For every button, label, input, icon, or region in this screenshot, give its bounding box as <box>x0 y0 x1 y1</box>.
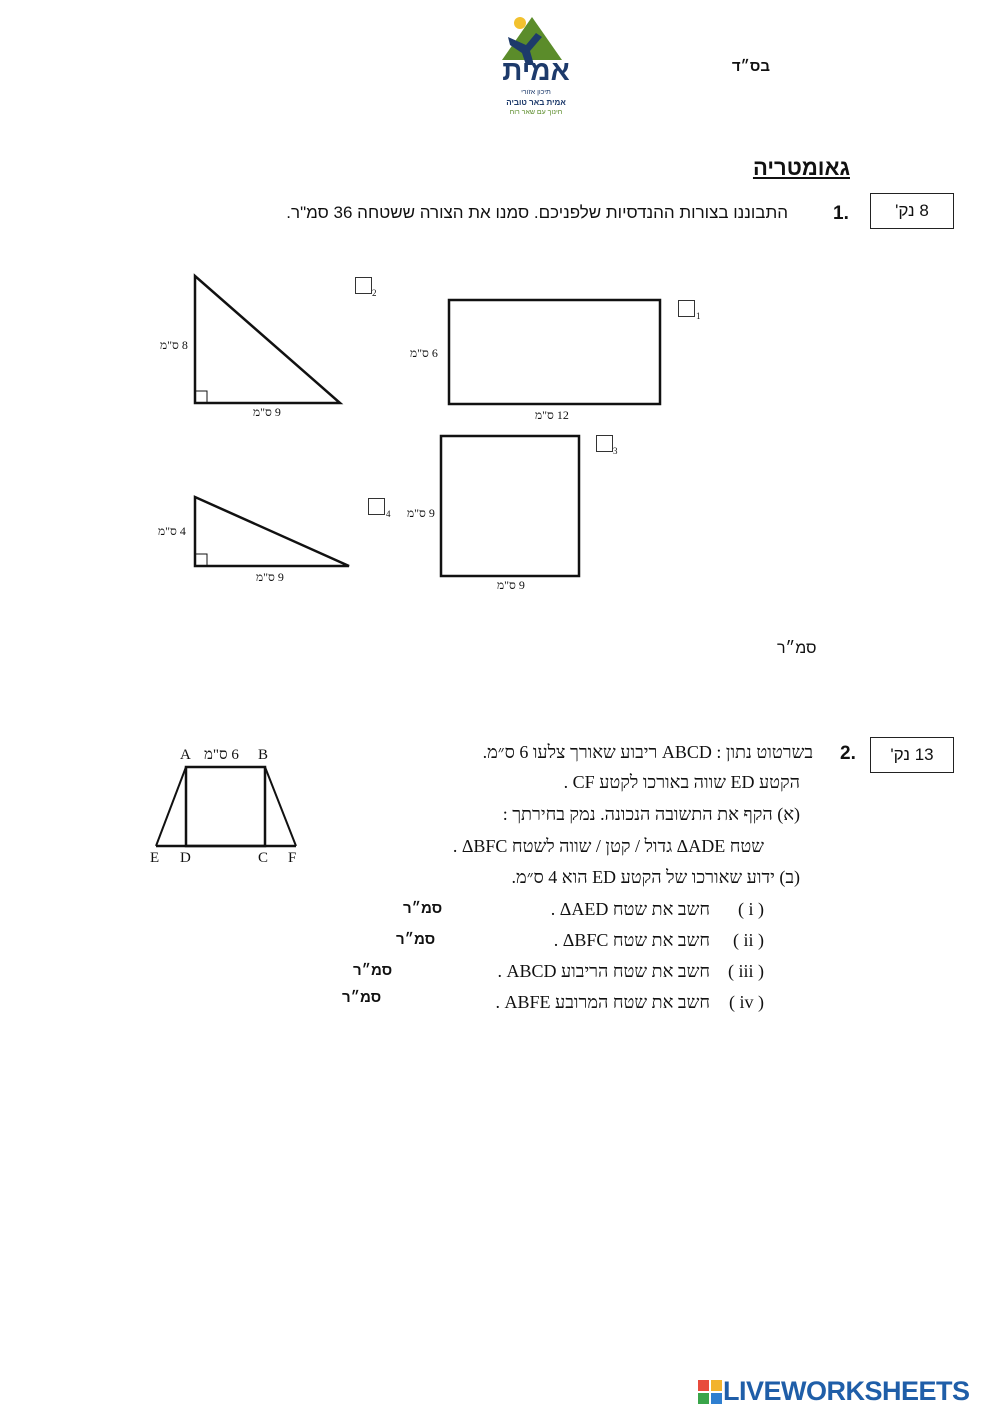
header-note: בס״ד <box>731 58 770 75</box>
page-title: גאומטריה <box>752 155 850 180</box>
shape-4-number: 4 <box>386 509 391 519</box>
q2-sub-iii-text: חשב את שטח הריבוע ABCD . <box>497 961 710 981</box>
q2-sub-i-unit: סמ״ר <box>403 900 443 917</box>
q2-label-d: D <box>180 850 191 866</box>
triangle-big-side-label: 8 ס"מ <box>160 338 188 352</box>
q1-answer-unit: סמ״ר <box>777 640 817 657</box>
q1-text: התבוננו בצורות ההנדסיות שלפניכם. סמנו את הצורה ששטחה 36 סמ"ר. <box>286 203 788 222</box>
rectangle-base-label: 12 ס"מ <box>535 408 569 422</box>
shape-1-checkbox[interactable] <box>678 300 695 317</box>
q2-label-c: C <box>258 850 269 866</box>
square <box>441 436 579 576</box>
q2-line4: שטח ΔADE גדול / קטן / שווה לשטח ΔBFC . <box>452 836 764 856</box>
rectangle <box>449 300 660 404</box>
q2-label-b: B <box>258 747 269 763</box>
q2-sub-iii-unit: סמ״ר <box>353 962 393 979</box>
q2-sub-i-label: ( i ) <box>738 899 764 919</box>
q2-sub-iv-label: ( iv ) <box>729 992 764 1012</box>
q2-points: 13 נק' <box>890 745 934 764</box>
q2-points-box <box>870 737 954 773</box>
q2-label-f: F <box>288 850 297 866</box>
liveworksheets-text: LIVEWORKSHEETS <box>723 1376 970 1406</box>
q2-line-bf <box>265 767 296 846</box>
liveworksheets-icon <box>697 1379 723 1405</box>
q2-sub-ii-text: חשב את שטח ΔBFC . <box>553 930 710 950</box>
q1-points: 8 נק' <box>895 201 929 220</box>
q2-diagram <box>0 0 400 900</box>
q2-label-top: 6 ס"מ <box>204 747 239 763</box>
q2-label-e: E <box>150 850 160 866</box>
q2-line-ae <box>156 767 186 846</box>
shape-2-number: 2 <box>372 288 377 298</box>
q2-square-abcd <box>186 767 265 846</box>
q2-number: 2. <box>840 743 856 764</box>
q2-sub-iv-text: חשב את שטח המרובע ABFE . <box>495 992 710 1012</box>
q2-line3: (א) הקף את התשובה הנכונה. נמק בחירתך : <box>502 804 800 824</box>
q2-label-a: A <box>180 747 191 763</box>
q2-line5: (ב) ידוע שאורכו של הקטע ED הוא 4 ס״מ. <box>511 867 800 887</box>
liveworksheets-banner <box>697 1376 970 1407</box>
square-side-label: 9 ס"מ <box>407 506 435 520</box>
shape-3-number: 3 <box>613 446 618 456</box>
q1-number: 1. <box>833 203 849 224</box>
shape-3-checkbox[interactable] <box>596 435 613 452</box>
q2-line2: הקטע ED שווה באורכו לקטע CF . <box>563 772 800 792</box>
q2-line1: בשרטוט נתון : ABCD ריבוע שאורך צלעו 6 ס״מ. <box>482 742 813 762</box>
q2-sub-iv-unit: סמ״ר <box>342 989 382 1006</box>
q2-sub-ii-label: ( ii ) <box>733 930 764 950</box>
logo-sub3: חינוך עם שאר רוח <box>509 109 563 116</box>
triangle-big-base-label: 9 ס"מ <box>253 405 281 419</box>
triangle-small-side-label: 4 ס"מ <box>158 524 186 538</box>
shape-1-number: 1 <box>696 311 701 321</box>
logo-sub1: תיכון אזורי <box>521 89 551 96</box>
triangle-small-base-label: 9 ס"מ <box>256 570 284 584</box>
square-base-label: 9 ס"מ <box>497 578 525 592</box>
q2-sub-i-text: חשב את שטח ΔAED . <box>550 899 710 919</box>
q2-sub-iii-label: ( iii ) <box>728 961 764 981</box>
logo-sub2: אמית באר טוביה <box>506 98 566 107</box>
logo-name: אמית <box>502 55 570 86</box>
q2-sub-ii-unit: סמ״ר <box>396 931 436 948</box>
rectangle-side-label: 6 ס"מ <box>410 346 438 360</box>
